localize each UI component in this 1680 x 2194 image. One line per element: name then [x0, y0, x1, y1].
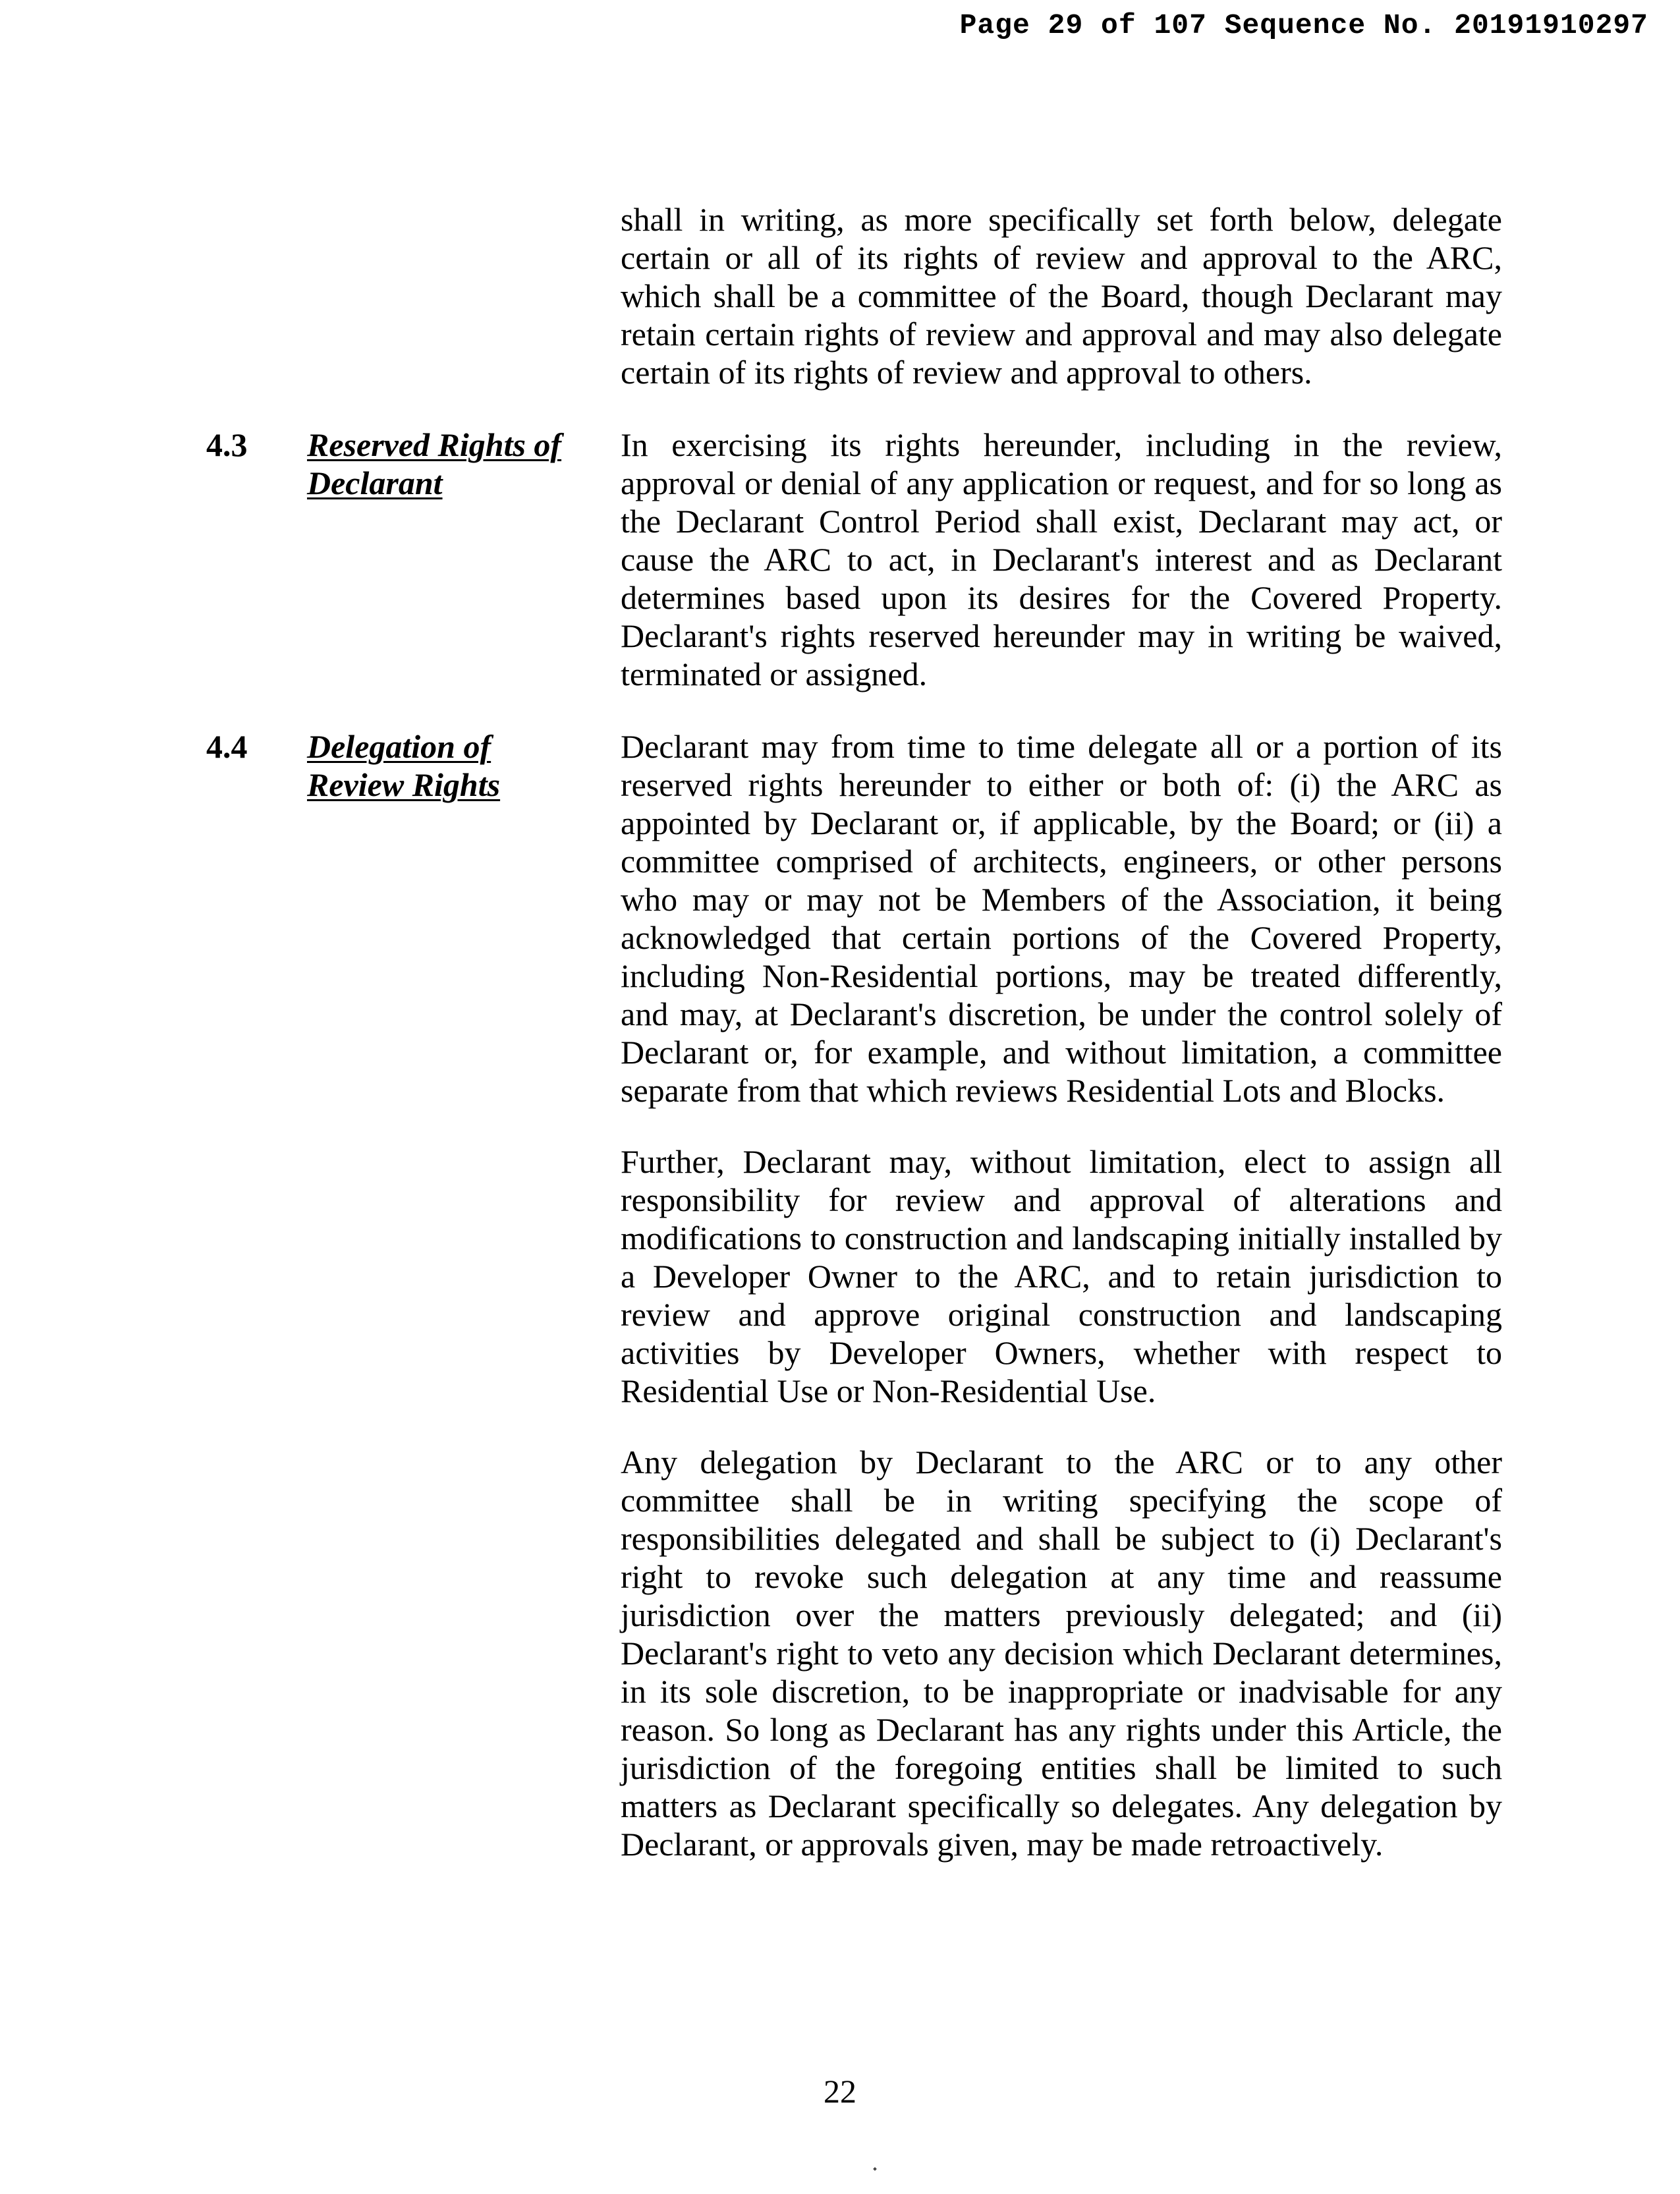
section-4-3-title [307, 426, 584, 502]
section-4-4-title-line1: Delegation of [307, 728, 491, 765]
scan-mark [873, 2167, 877, 2171]
intro-paragraph: shall in writing, as more specifically set forth below, delegate certain or all of its rights of review and approval to the ARC, which shall be a committee of the Board, though Declarant may retain certain rights of review and approval and may also delegate certain of its rights of review and approval to others. [621, 201, 1502, 391]
section-4-3-title-line1: Reserved Rights of [307, 426, 562, 463]
section-4-3-paragraph: In exercising its rights hereunder, including in the review, approval or denial of any application or request, and for so long as the Declarant Control Period shall exist, Declarant may act, or cause the ARC to act, in Declarant's interest and as Declarant determines based upon its desires for the Covered Property. Declarant's rights reserved hereunder may in writing be waived, terminated or assigned. [621, 426, 1502, 692]
section-4-4-title-line2: Review Rights [307, 766, 501, 803]
section-4-4-paragraph-1: Declarant may from time to time delegate all or a portion of its reserved rights hereunder to either or both of: (i) the ARC as appointed by Declarant or, if applicable, by the Board; or (ii) a committee comprised of architects, engineers, or other persons who may or may not be Members of the Association, it being acknowledged that certain portions of the Covered Property, including Non-Residential portions, may be treated differently, and may, at Declarant's discretion, be under the control solely of Declarant or, for example, and without limitation, a committee separate from that which reviews Residential Lots and Blocks. [621, 728, 1502, 1109]
section-4-3-number: 4.3 [206, 426, 248, 463]
page-number: 22 [824, 2073, 856, 2110]
section-4-4-paragraph-3: Any delegation by Declarant to the ARC or to any other committee shall be in writing specifying the scope of responsibilities delegated and shall be subject to (i) Declarant's right to revoke such delegation at any time and reassume jurisdiction over the matters previously delegated; and (ii) Declarant's right to veto any decision which Declarant determines, in its sole discretion, to be inappropriate or inadvisable for any reason. So long as Declarant has any rights under this Article, the jurisdiction of the foregoing entities shall be limited to such matters as Declarant specifically so delegates. Any delegation by Declarant, or approvals given, may be made retroactively. [621, 1444, 1502, 1863]
page-header: Page 29 of 107 Sequence No. 20191910297 [959, 9, 1648, 42]
section-4-3-title-line2: Declarant [307, 464, 443, 501]
section-4-4-paragraph-2: Further, Declarant may, without limitation, elect to assign all responsibility for review and approval of alterations and modifications to construction and landscaping initially installed by a Developer Owner to the ARC, and to retain jurisdiction to review and approve original construction and landscaping activities by Developer Owners, whether with respect to Residential Use or Non-Residential Use. [621, 1143, 1502, 1409]
section-4-4-title [307, 727, 584, 804]
section-4-4-number: 4.4 [206, 728, 248, 765]
